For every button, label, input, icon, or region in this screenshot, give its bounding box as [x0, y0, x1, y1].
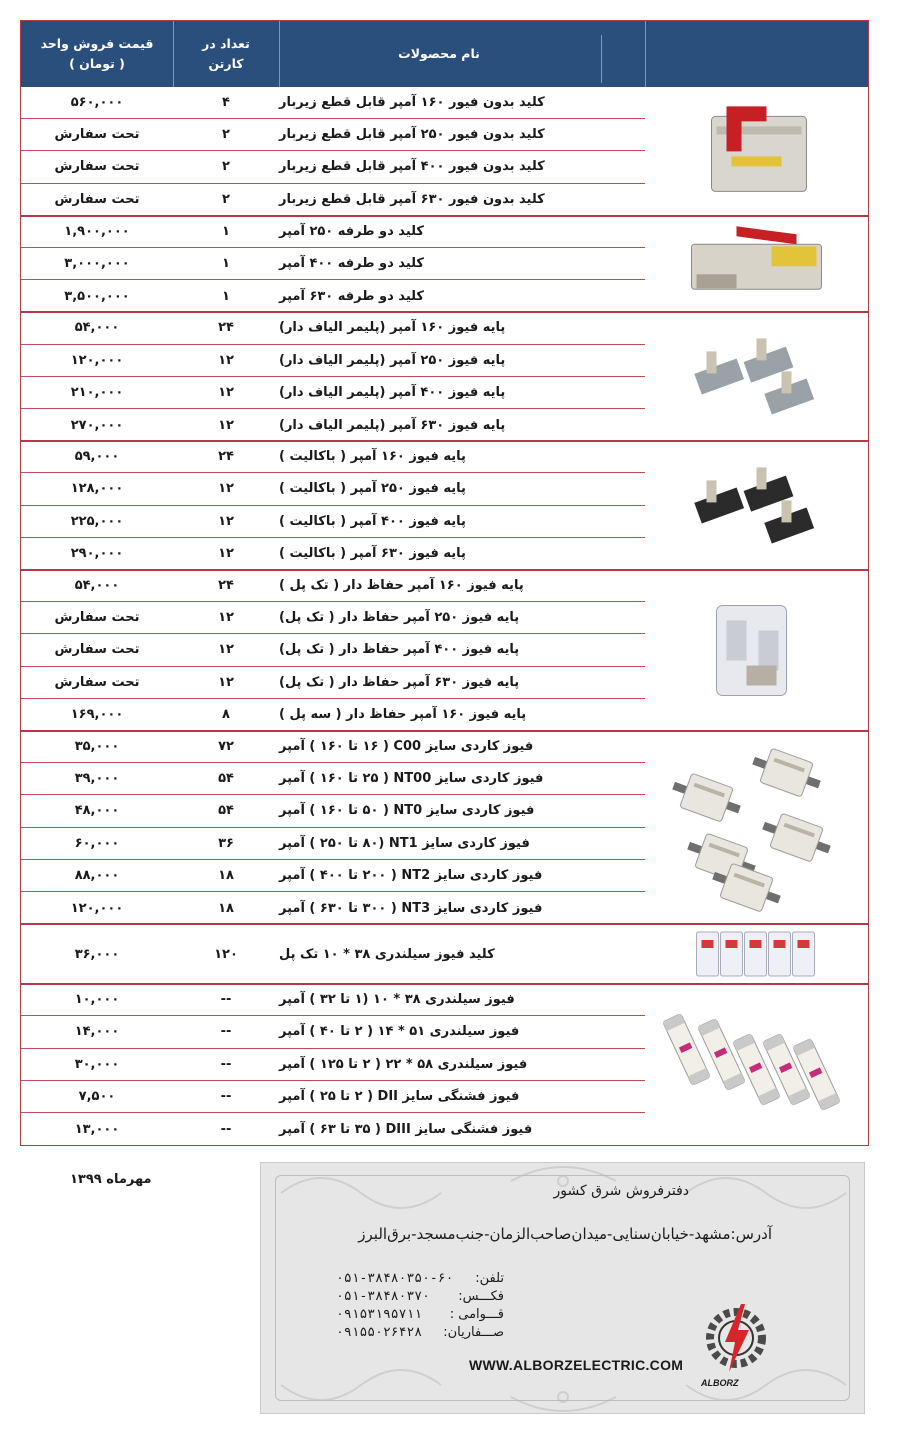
price-cell: ۱۲۰,۰۰۰	[70, 900, 124, 916]
price-cell: ۲۲۵,۰۰۰	[70, 513, 124, 529]
price-cell: ۵۶۰,۰۰۰	[70, 95, 124, 111]
header-divider	[601, 35, 602, 83]
qty-cell: ۲۴	[218, 320, 234, 336]
qty-cell: --	[220, 1088, 232, 1104]
table-row	[21, 763, 645, 795]
table-row	[21, 860, 645, 892]
qty-cell: ۱	[222, 256, 230, 272]
table-row	[21, 441, 645, 473]
qty-cell: ۱۲	[218, 513, 234, 529]
qty-cell: ۵۴	[218, 803, 234, 819]
product-name-cell: فیوز سیلندری ۵۸ * ۲۲ ( ۲ تا ۱۲۵ ) آمپر	[279, 1056, 528, 1072]
table-row	[21, 377, 645, 409]
product-name-cell: فیوز کاردی سایز NT2 ( ۲۰۰ تا ۴۰۰ ) آمپر	[279, 867, 543, 883]
fax-value: ۰۵۱-۳۸۴۸۰۳۷۰	[336, 1289, 430, 1304]
table-row	[21, 184, 645, 216]
protected-fuse-base-photo	[645, 570, 868, 731]
product-name-cell: پایه فیوز ۶۳۰ آمپر حفاظ دار ( تک پل)	[279, 674, 520, 690]
price-cell: ۱۶۹,۰۰۰	[70, 707, 124, 723]
product-name-cell: کلید دو طرفه ۴۰۰ آمپر	[279, 256, 424, 272]
product-name-cell: پایه فیوز ۴۰۰ آمپر ( باکالیت )	[279, 513, 466, 529]
table-row	[21, 602, 645, 634]
table-row	[21, 1081, 645, 1113]
table-row	[21, 924, 645, 984]
blade-fuse-photo-illustration	[645, 731, 868, 924]
qty-cell: ۲۴	[218, 449, 234, 465]
table-header	[21, 21, 868, 87]
qty-cell: ۱۲۰	[214, 946, 238, 962]
table-row	[21, 731, 645, 763]
price-cell: تحت سفارش	[54, 192, 140, 208]
table-row	[21, 538, 645, 570]
price-cell: ۴۸,۰۰۰	[74, 803, 120, 819]
qty-cell: ۱۲	[218, 674, 234, 690]
product-name-cell: فیوز کاردی سایز NT1 (۸۰ تا ۲۵۰ ) آمپر	[279, 835, 530, 851]
cylindrical-fuse-photo-illustration	[645, 984, 868, 1145]
price-cell: تحت سفارش	[54, 127, 140, 143]
product-name-cell: پایه فیوز ۱۶۰ آمپر حفاظ دار ( تک پل )	[279, 578, 524, 594]
product-name-cell: فیوز کاردی سایز C00 ( ۱۶ تا ۱۶۰ ) آمپر	[279, 739, 534, 755]
website-link[interactable]: WWW.ALBORZELECTRIC.COM	[469, 1357, 684, 1373]
mobile1-value: ۰۹۱۵۳۱۹۵۷۱۱	[336, 1307, 423, 1322]
table-row	[21, 667, 645, 699]
qty-cell: ۳۶	[218, 835, 234, 851]
table-row	[21, 216, 645, 248]
price-cell: ۳,۵۰۰,۰۰۰	[64, 288, 130, 304]
qty-cell: --	[220, 1056, 232, 1072]
brand-name: ALBORZ	[701, 1378, 739, 1388]
fuse-base-bakelite-photo-illustration	[645, 441, 868, 570]
price-cell: تحت سفارش	[54, 610, 140, 626]
price-cell: تحت سفارش	[54, 642, 140, 658]
table-row	[21, 87, 645, 119]
cylindrical-fuse-photo	[645, 984, 868, 1145]
table-row	[21, 828, 645, 860]
product-name-cell: پایه فیوز ۲۵۰ آمپر حفاظ دار ( تک پل)	[279, 610, 520, 626]
price-cell: ۱۲۸,۰۰۰	[70, 481, 124, 497]
table-row	[21, 248, 645, 280]
price-cell: ۵۹,۰۰۰	[74, 449, 120, 465]
product-name-cell: فیوز سیلندری ۵۱ * ۱۴ ( ۲ تا ۴۰ ) آمپر	[279, 1024, 520, 1040]
date-label: مهرماه ۱۳۹۹	[70, 1172, 152, 1187]
qty-cell: ۱۸	[218, 900, 234, 916]
cylindrical-fuse-switch-photo	[645, 924, 868, 984]
price-table	[20, 20, 869, 1146]
table-row	[21, 345, 645, 377]
qty-cell: ۷۲	[218, 739, 234, 755]
price-cell: تحت سفارش	[54, 159, 140, 175]
table-row	[21, 119, 645, 151]
table-row	[21, 151, 645, 183]
fuse-base-bakelite-photo	[645, 441, 868, 570]
header-qty: تعداد در کارتن	[202, 36, 250, 71]
qty-cell: ۱۲	[218, 352, 234, 368]
price-cell: ۲۷۰,۰۰۰	[70, 417, 124, 433]
qty-cell: ۱	[222, 223, 230, 239]
product-name-cell: پایه فیوز ۱۶۰ آمپر (پلیمر الیاف دار)	[279, 320, 506, 336]
product-name-cell: پایه فیوز ۱۶۰ آمپر حفاظ دار ( سه پل )	[279, 707, 527, 723]
office-address: آدرس:مشهد-خیابان‌سنایی-میدان‌صاحب‌الزمان-جنب‌مسجد-برق‌البرز	[358, 1225, 772, 1243]
price-cell: ۱۲۰,۰۰۰	[70, 352, 124, 368]
price-cell: ۳۹,۰۰۰	[74, 771, 120, 787]
qty-cell: ۱۲	[218, 546, 234, 562]
product-name-cell: پایه فیوز ۲۵۰ آمپر ( باکالیت )	[279, 481, 466, 497]
table-row	[21, 473, 645, 505]
price-cell: ۲۹۰,۰۰۰	[70, 546, 124, 562]
mobile2-value: ۰۹۱۵۵۰۲۶۴۲۸	[336, 1325, 423, 1340]
qty-cell: ۸	[222, 707, 230, 723]
header-name: نام محصولات	[398, 46, 480, 61]
qty-cell: ۱	[222, 288, 230, 304]
changeover-switch-photo-illustration	[645, 216, 868, 313]
price-cell: ۵۴,۰۰۰	[74, 320, 120, 336]
qty-cell: ۱۲	[218, 384, 234, 400]
table-row	[21, 892, 645, 924]
office-title: دفترفروش شرق کشور	[553, 1183, 689, 1199]
table-row	[21, 506, 645, 538]
fuse-base-polymer-photo-illustration	[645, 312, 868, 441]
table-row	[21, 280, 645, 312]
qty-cell: ۲	[222, 127, 230, 143]
contact-card	[260, 1162, 865, 1414]
product-name-cell: پایه فیوز ۶۳۰ آمپر (پلیمر الیاف دار)	[279, 417, 506, 433]
product-name-cell: کلید دو طرفه ۲۵۰ آمپر	[279, 223, 424, 239]
product-name-cell: کلید بدون فیور ۴۰۰ آمپر قابل قطع زیربار	[279, 159, 545, 175]
price-cell: ۱۳,۰۰۰	[74, 1121, 120, 1137]
price-cell: ۷,۵۰۰	[78, 1088, 116, 1104]
qty-cell: --	[220, 1121, 232, 1137]
product-name-cell: کلید بدون فیور ۶۳۰ آمپر قابل قطع زیربار	[279, 192, 545, 208]
product-name-cell: کلید بدون فیور ۱۶۰ آمپر قابل قطع زیربار	[279, 95, 545, 111]
price-cell: ۸۸,۰۰۰	[74, 867, 120, 883]
product-name-cell: فیوز فشنگی سایز DIII ( ۳۵ تا ۶۳ ) آمپر	[279, 1121, 533, 1137]
price-cell: ۱۰,۰۰۰	[74, 992, 120, 1008]
qty-cell: --	[220, 1024, 232, 1040]
table-row	[21, 984, 645, 1016]
product-name-cell: پایه فیوز ۱۶۰ آمپر ( باکالیت )	[279, 449, 466, 465]
price-cell: ۳۶,۰۰۰	[74, 946, 120, 962]
qty-cell: ۱۲	[218, 610, 234, 626]
price-cell: ۵۴,۰۰۰	[74, 578, 120, 594]
price-cell: ۲۱۰,۰۰۰	[70, 384, 124, 400]
table-row	[21, 409, 645, 441]
price-cell: ۱۴,۰۰۰	[74, 1024, 120, 1040]
table-row	[21, 699, 645, 731]
alborz-logo-icon	[701, 1298, 771, 1378]
mobile2-label: صـــفاریان:	[443, 1325, 504, 1340]
table-row	[21, 1049, 645, 1081]
phone-value: ۰۵۱-۳۸۴۸۰۳۵۰-۶۰	[336, 1271, 454, 1286]
header-price: قیمت فروش واحد ( تومان )	[40, 36, 154, 71]
price-cell: ۳۰,۰۰۰	[74, 1056, 120, 1072]
qty-cell: ۲	[222, 159, 230, 175]
product-name-cell: پایه فیوز ۴۰۰ آمپر (پلیمر الیاف دار)	[279, 384, 506, 400]
header-divider	[645, 21, 646, 87]
protected-fuse-base-photo-illustration	[645, 570, 868, 731]
table-row	[21, 312, 645, 344]
product-name-cell: فیوز فشنگی سایز DII ( ۲ تا ۲۵ ) آمپر	[279, 1088, 520, 1104]
fuse-base-polymer-photo	[645, 312, 868, 441]
qty-cell: ۲۴	[218, 578, 234, 594]
fax-label: فکـــس:	[458, 1289, 504, 1304]
product-name-cell: پایه فیوز ۲۵۰ آمپر (پلیمر الیاف دار)	[279, 352, 506, 368]
qty-cell: ۱۲	[218, 642, 234, 658]
product-name-cell: کلید فیوز سیلندری ۳۸ * ۱۰ تک پل	[279, 946, 495, 962]
product-name-cell: کلید بدون فیور ۲۵۰ آمپر قابل قطع زیربار	[279, 127, 545, 143]
product-name-cell: پایه فیوز ۶۳۰ آمپر ( باکالیت )	[279, 546, 466, 562]
qty-cell: ۵۴	[218, 771, 234, 787]
price-cell: تحت سفارش	[54, 674, 140, 690]
table-row	[21, 1113, 645, 1145]
phone-label: تلفن:	[475, 1271, 504, 1286]
changeover-switch-photo	[645, 216, 868, 313]
price-cell: ۳۵,۰۰۰	[74, 739, 120, 755]
switch-disconnector-photo-illustration	[645, 87, 868, 216]
qty-cell: ۱۲	[218, 481, 234, 497]
qty-cell: ۱۲	[218, 417, 234, 433]
qty-cell: ۲	[222, 192, 230, 208]
table-row	[21, 634, 645, 666]
switch-disconnector-photo	[645, 87, 868, 216]
price-cell: ۱,۹۰۰,۰۰۰	[64, 223, 130, 239]
product-name-cell: فیوز کاردی سایز NT3 ( ۳۰۰ تا ۶۳۰ ) آمپر	[279, 900, 543, 916]
qty-cell: --	[220, 992, 232, 1008]
qty-cell: ۱۸	[218, 867, 234, 883]
price-cell: ۶۰,۰۰۰	[74, 835, 120, 851]
table-row	[21, 1016, 645, 1048]
product-name-cell: فیوز سیلندری ۳۸ * ۱۰ (۱ تا ۳۲ ) آمپر	[279, 992, 515, 1008]
table-row	[21, 795, 645, 827]
product-name-cell: کلید دو طرفه ۶۳۰ آمپر	[279, 288, 424, 304]
product-name-cell: فیوز کاردی سایز NT00 ( ۲۵ تا ۱۶۰ ) آمپر	[279, 771, 544, 787]
qty-cell: ۴	[222, 95, 230, 111]
product-name-cell: فیوز کاردی سایز NT0 ( ۵۰ تا ۱۶۰ ) آمپر	[279, 803, 535, 819]
table-row	[21, 570, 645, 602]
price-cell: ۳,۰۰۰,۰۰۰	[64, 256, 130, 272]
cylindrical-fuse-switch-photo-illustration	[645, 924, 868, 984]
product-name-cell: پایه فیوز ۴۰۰ آمپر حفاظ دار ( تک پل)	[279, 642, 520, 658]
mobile1-label: قـــوامی :	[449, 1307, 504, 1322]
blade-fuse-photo	[645, 731, 868, 924]
